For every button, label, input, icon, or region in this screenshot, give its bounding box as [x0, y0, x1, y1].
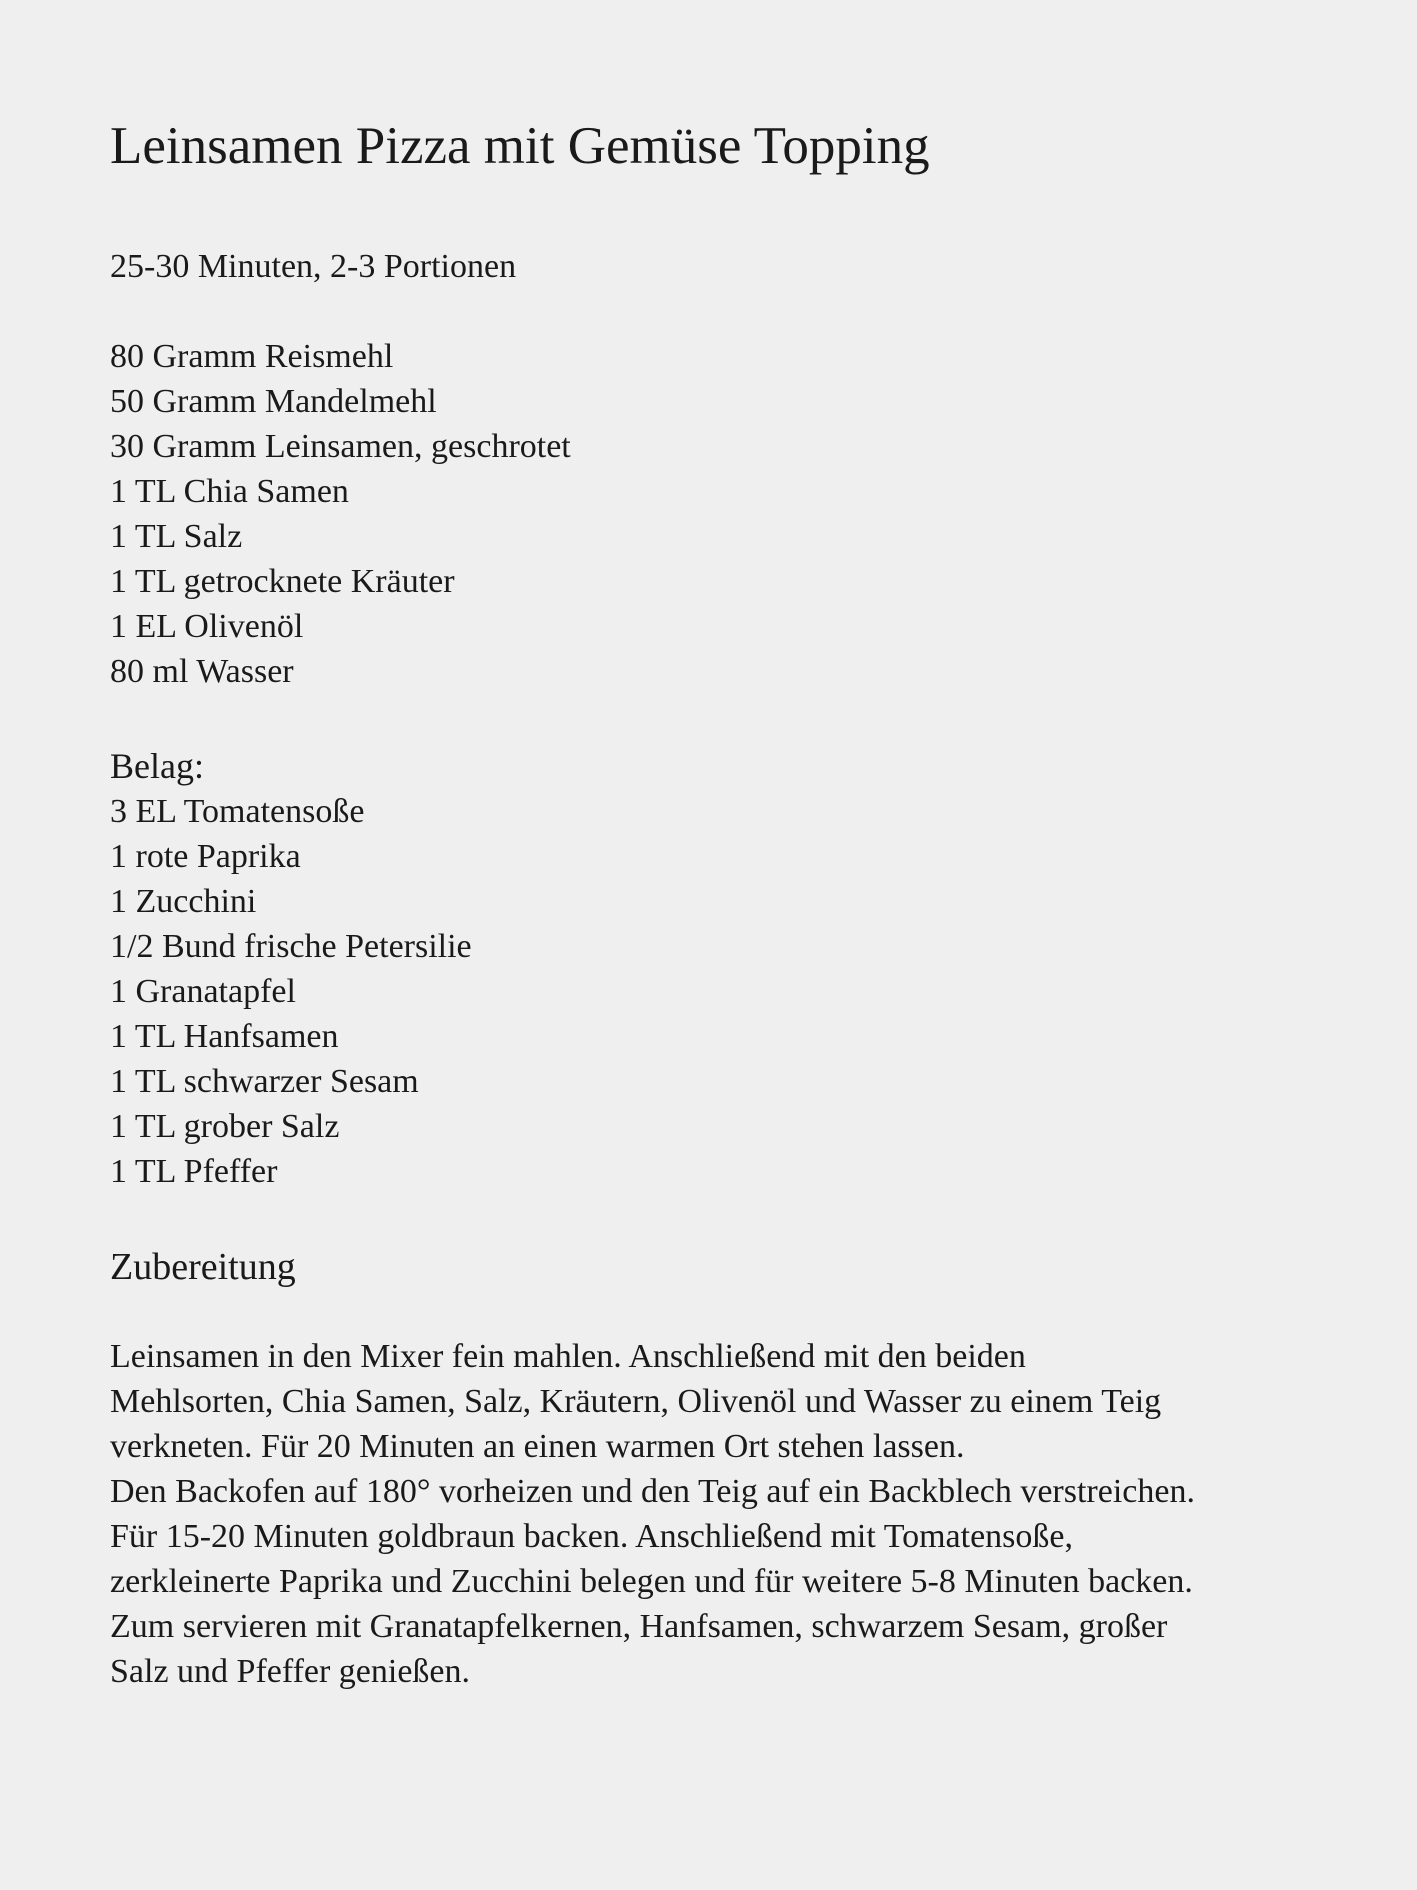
topping-ingredient-list [110, 789, 472, 1194]
recipe-title: Leinsamen Pizza mit Gemüse Topping [110, 117, 930, 175]
topping-item: 1 TL schwarzer Sesam [110, 1063, 419, 1100]
ingredient-item: 1 TL getrocknete Kräuter [110, 563, 455, 600]
topping-item: 1 Granatapfel [110, 973, 296, 1010]
topping-item: 1 TL Pfeffer [110, 1153, 278, 1190]
instruction-line: zerkleinerte Paprika und Zucchini belegen und für weitere 5-8 Minuten backen. [110, 1563, 1193, 1600]
preparation-heading: Zubereitung [110, 1246, 296, 1288]
instruction-line: Den Backofen auf 180° vorheizen und den Teig auf ein Backblech verstreichen. [110, 1473, 1195, 1510]
topping-item: 1 TL grober Salz [110, 1108, 340, 1145]
ingredient-item: 1 TL Salz [110, 518, 243, 555]
topping-item: 3 EL Tomatensoße [110, 793, 365, 830]
instruction-line: Für 15-20 Minuten goldbraun backen. Anschließend mit Tomatensoße, [110, 1518, 1073, 1555]
instruction-line: Mehlsorten, Chia Samen, Salz, Kräutern, Olivenöl und Wasser zu einem Teig [110, 1383, 1162, 1420]
ingredient-item: 1 TL Chia Samen [110, 473, 349, 510]
instruction-line: verkneten. Für 20 Minuten an einen warmen Ort stehen lassen. [110, 1428, 965, 1465]
topping-heading: Belag: [110, 746, 204, 786]
ingredient-item: 1 EL Olivenöl [110, 608, 304, 645]
dough-ingredient-list [110, 334, 571, 694]
instruction-line: Zum servieren mit Granatapfelkernen, Hanfsamen, schwarzem Sesam, großer [110, 1608, 1168, 1645]
topping-item: 1 TL Hanfsamen [110, 1018, 339, 1055]
topping-item: 1 rote Paprika [110, 838, 301, 875]
instruction-line: Salz und Pfeffer genießen. [110, 1653, 471, 1690]
ingredient-item: 80 ml Wasser [110, 653, 294, 690]
ingredient-item: 50 Gramm Mandelmehl [110, 383, 437, 420]
recipe-meta: 25-30 Minuten, 2-3 Portionen [110, 248, 517, 285]
topping-item: 1/2 Bund frische Petersilie [110, 928, 472, 965]
topping-item: 1 Zucchini [110, 883, 257, 920]
preparation-instructions [110, 1334, 1340, 1694]
instruction-line: Leinsamen in den Mixer fein mahlen. Anschließend mit den beiden [110, 1338, 1026, 1375]
ingredient-item: 30 Gramm Leinsamen, geschrotet [110, 428, 571, 465]
ingredient-item: 80 Gramm Reismehl [110, 338, 394, 375]
